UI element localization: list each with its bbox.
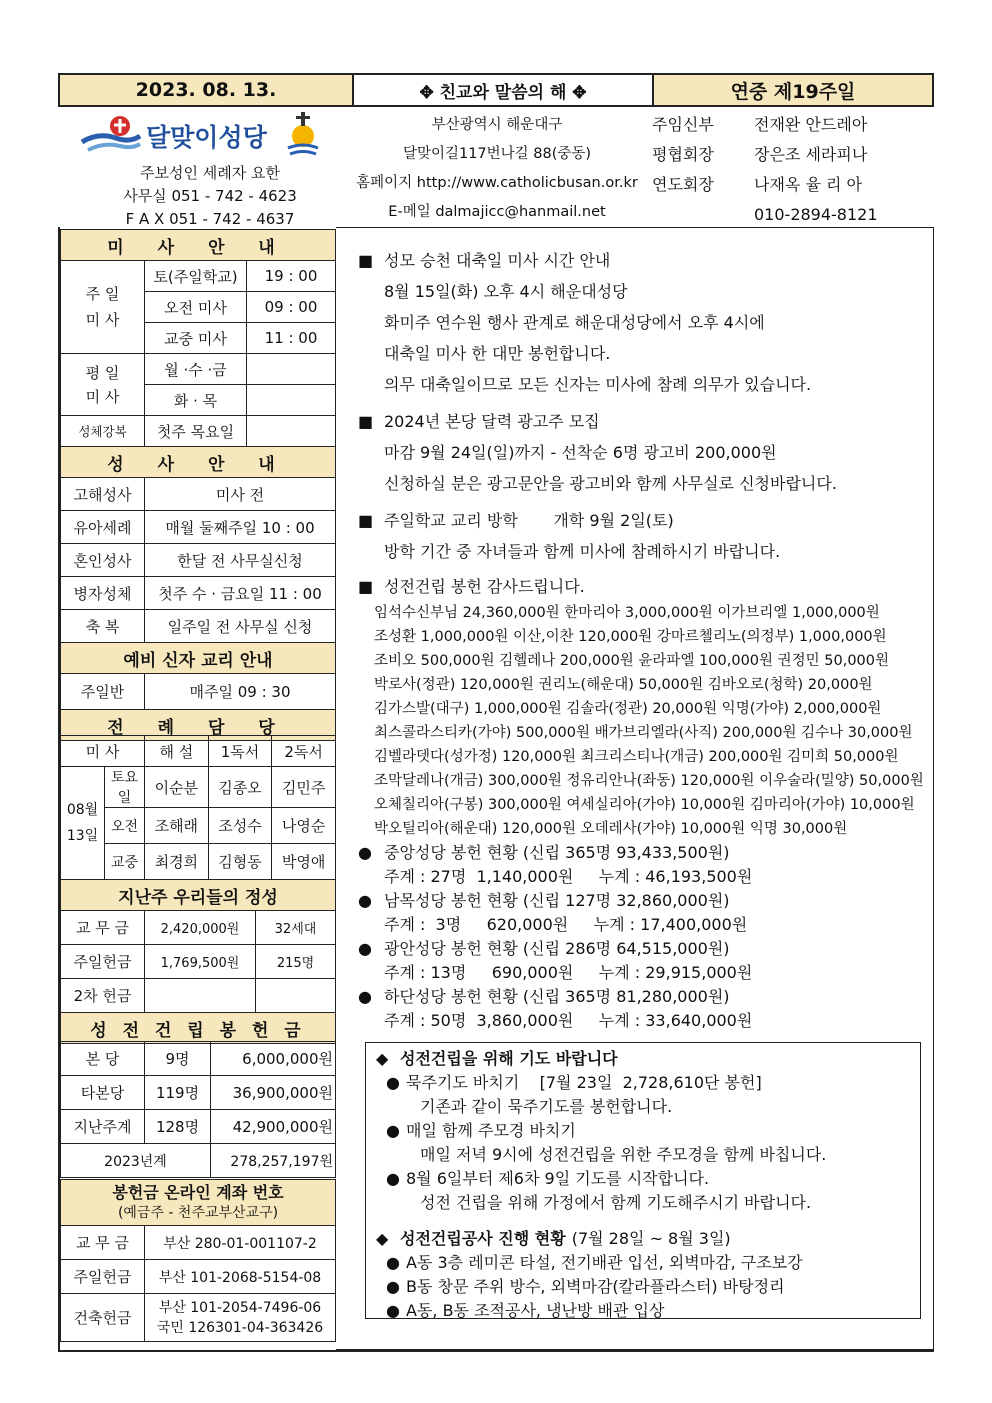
offering-table bbox=[60, 879, 336, 1044]
stat-line: 주계 : 50명 3,860,000원 누계 : 33,640,000원 bbox=[384, 1011, 753, 1030]
account-number: 부산 101-2054-7496-06 bbox=[158, 1299, 322, 1316]
building-name: 지난주계 bbox=[61, 1110, 145, 1144]
liturgy-header: 1독서 bbox=[208, 736, 272, 767]
adoration-value: 첫주 목요일 bbox=[145, 416, 247, 447]
building-year-label: 2023년계 bbox=[61, 1144, 211, 1178]
dot-bullet-icon: ● bbox=[386, 1277, 400, 1296]
building-count: 119명 bbox=[145, 1076, 211, 1110]
notice-line: 마감 9월 24일(일)까지 - 선착순 6명 광고비 200,000원 bbox=[384, 443, 777, 462]
email-link[interactable]: E-메일 dalmajicc@hanmail.net bbox=[388, 204, 606, 220]
progress-period: (7월 28일 ~ 8월 3일) bbox=[571, 1229, 731, 1248]
parish-stats bbox=[358, 841, 928, 1033]
dot-bullet-icon: ● bbox=[358, 843, 372, 862]
sacrament-value: 한달 전 사무실신청 bbox=[145, 544, 336, 577]
liturgy-header: 미 사 bbox=[61, 736, 145, 767]
donor-line: 김벨라뎃다(성가정) 120,000원 최크리스티나(개금) 200,000원 김미희 50,000원 bbox=[374, 749, 899, 765]
liturgy-mass: 교중 bbox=[105, 844, 145, 880]
commentator: 최경희 bbox=[145, 844, 209, 880]
mass-schedule-table bbox=[60, 229, 336, 478]
offering-count: 215명 bbox=[256, 945, 336, 979]
staff-row: 연도회장 나재옥 율 리 아 bbox=[652, 175, 862, 194]
parish-logo bbox=[78, 110, 328, 160]
fax-number: F A X 051 - 742 - 4637 bbox=[125, 210, 295, 228]
building-amount: 6,000,000원 bbox=[211, 1042, 336, 1076]
donor-line: 김가스발(대구) 1,000,000원 김솔라(정관) 20,000원 익명(가야) 2,000,000원 bbox=[374, 701, 882, 717]
stat-title: 중앙성당 봉헌 현황 (신립 365명 93,433,500원) bbox=[384, 843, 730, 862]
homepage-link[interactable]: 홈페이지 http://www.catholicbusan.or.kr bbox=[356, 175, 638, 191]
notice-line: 의무 대축일이므로 모든 신자는 미사에 참례 의무가 있습니다. bbox=[384, 375, 812, 394]
building-name: 타본당 bbox=[61, 1076, 145, 1110]
sacrament-title: 성 사 안 내 bbox=[61, 447, 336, 478]
donor-line: 임석수신부님 24,360,000원 한마리아 3,000,000원 이가브리엘 1,000,000원 bbox=[374, 605, 880, 621]
building-fund-table bbox=[60, 1041, 336, 1178]
donor-line: 조막달레나(개금) 300,000원 정유리안나(좌동) 120,000원 이우술라(밀양) 50,000원 bbox=[374, 773, 924, 789]
parish-name: 달맞이성당 bbox=[146, 124, 267, 152]
prayer-item-title: 8월 6일부터 제6차 9일 기도를 시작합니다. bbox=[406, 1169, 710, 1188]
mass-time: 11 : 00 bbox=[247, 323, 336, 354]
account-number: 부산 280-01-001107-2 bbox=[145, 1226, 336, 1260]
mass-name: 교중 미사 bbox=[145, 323, 247, 354]
notice-title: 주일학교 교리 방학 개학 9월 2일(토) bbox=[384, 511, 674, 530]
building-year-amount: 278,257,197원 bbox=[211, 1144, 336, 1178]
catechumen-class: 주일반 bbox=[61, 674, 145, 710]
liturgy-mass: 오전 bbox=[105, 808, 145, 844]
liturgy-date: 08월 13일 bbox=[61, 767, 105, 880]
first-reader: 김종오 bbox=[208, 767, 272, 808]
prayer-box bbox=[365, 1042, 921, 1319]
staff-row: 주임신부 전재완 안드레아 bbox=[652, 115, 868, 134]
catechumen-time: 매주일 09 : 30 bbox=[145, 674, 336, 710]
diamond-bullet-icon: ◆ bbox=[376, 1229, 389, 1248]
notice-line: 화미주 연수원 행사 관계로 해운대성당에서 오후 4시에 bbox=[384, 313, 765, 332]
offering-amount: 2,420,000원 bbox=[145, 911, 256, 945]
dot-bullet-icon: ● bbox=[386, 1169, 400, 1188]
sacrament-name: 고해성사 bbox=[61, 478, 145, 511]
dot-bullet-icon: ● bbox=[358, 939, 372, 958]
patron-saint: 주보성인 세례자 요한 bbox=[140, 164, 280, 182]
dot-bullet-icon: ● bbox=[386, 1073, 400, 1092]
liturgy-header: 해 설 bbox=[145, 736, 209, 767]
notice-title: 성모 승천 대축일 미사 시간 안내 bbox=[384, 251, 611, 270]
notice-sunday-school bbox=[358, 505, 928, 567]
prayer-item-text: 매일 저녁 9시에 성전건립을 위한 주모경을 함께 바칩니다. bbox=[420, 1145, 827, 1164]
sacrament-value: 일주일 전 사무실 신청 bbox=[145, 610, 336, 643]
notices bbox=[358, 245, 928, 1033]
building-title: 성 전 건 립 봉 헌 금 bbox=[61, 1013, 336, 1044]
building-name: 본 당 bbox=[61, 1042, 145, 1076]
progress-item: A동 3층 레미콘 타설, 전기배관 입선, 외벽마감, 구조보강 bbox=[406, 1253, 803, 1272]
account-name: 주일헌금 bbox=[61, 1260, 145, 1294]
offering-amount: 1,769,500원 bbox=[145, 945, 256, 979]
liturgy-table bbox=[60, 735, 336, 880]
mass-time: 19 : 00 bbox=[247, 261, 336, 292]
building-amount: 36,900,000원 bbox=[211, 1076, 336, 1110]
liturgy-title: 전 례 담 당 bbox=[61, 710, 336, 741]
sacrament-name: 혼인성사 bbox=[61, 544, 145, 577]
stat-line: 주계 : 3명 620,000원 누계 : 17,400,000원 bbox=[384, 915, 748, 934]
notice-assumption bbox=[358, 245, 928, 400]
stat-title: 광안성당 봉헌 현황 (신립 286명 64,515,000원) bbox=[384, 939, 730, 958]
account-number: 부산 101-2068-5154-08 bbox=[145, 1260, 336, 1294]
donor-line: 조비오 500,000원 김헬레나 200,000원 윤라파엘 100,000원 권정민 50,000원 bbox=[374, 653, 890, 669]
stat-title: 하단성당 봉헌 현황 (신립 365명 81,280,000원) bbox=[384, 987, 730, 1006]
square-bullet-icon: ■ bbox=[358, 251, 374, 270]
diamond-bullet-icon: ◆ bbox=[376, 1049, 389, 1068]
offering-title: 지난주 우리들의 정성 bbox=[61, 880, 336, 911]
mass-name: 월 ·수 ·금 bbox=[145, 354, 247, 385]
notice-title: 2024년 본당 달력 광고주 모집 bbox=[384, 412, 600, 431]
contact-phone: 010-2894-8121 bbox=[754, 205, 878, 224]
prayer-item-title: 묵주기도 바치기 [7월 23일 2,728,610단 봉헌] bbox=[406, 1073, 762, 1092]
mass-time bbox=[247, 385, 336, 416]
account-table bbox=[60, 1179, 336, 1342]
prayer-heading: 성전건립을 위해 기도 바랍니다 bbox=[400, 1049, 618, 1068]
sacrament-name: 유아세례 bbox=[61, 511, 145, 544]
mass-time: 09 : 00 bbox=[247, 292, 336, 323]
notice-line: 방학 기간 중 자녀들과 함께 미사에 참례하시기 바랍니다. bbox=[384, 542, 781, 561]
adoration-label: 성체강복 bbox=[61, 416, 145, 447]
dot-bullet-icon: ● bbox=[358, 891, 372, 910]
account-number: 국민 126301-04-363426 bbox=[156, 1319, 324, 1336]
mass-name: 오전 미사 bbox=[145, 292, 247, 323]
liturgical-week: 연중 제19주일 bbox=[654, 75, 932, 105]
notice-calendar bbox=[358, 406, 928, 499]
square-bullet-icon: ■ bbox=[358, 511, 374, 530]
progress-item: B동 창문 주위 방수, 외벽마감(칼라플라스터) 바탕정리 bbox=[406, 1277, 785, 1296]
mass-name: 화 · 목 bbox=[145, 385, 247, 416]
mass-time bbox=[247, 354, 336, 385]
account-title: 봉헌금 온라인 계좌 번호 bbox=[112, 1182, 284, 1202]
liturgy-mass: 토요일 bbox=[105, 767, 145, 808]
commentator: 이순분 bbox=[145, 767, 209, 808]
first-reader: 김형동 bbox=[208, 844, 272, 880]
offering-name: 주일헌금 bbox=[61, 945, 145, 979]
notice-donation-thanks bbox=[358, 573, 928, 841]
square-bullet-icon: ■ bbox=[358, 412, 374, 431]
square-bullet-icon: ■ bbox=[358, 577, 374, 596]
progress-item: A동, B동 조적공사, 냉난방 배관 입상 bbox=[406, 1301, 665, 1320]
donor-line: 조성환 1,000,000원 이산,이찬 120,000원 강마르첼리노(의정부) 1,000,000원 bbox=[374, 629, 887, 645]
prayer-item-text: 성전 건립을 위해 가정에서 함께 기도해주시기 바랍니다. bbox=[420, 1193, 812, 1212]
parish-info bbox=[80, 162, 340, 231]
sacrament-value: 첫주 수 · 금요일 11 : 00 bbox=[145, 577, 336, 610]
building-amount: 42,900,000원 bbox=[211, 1110, 336, 1144]
offering-name: 교 무 금 bbox=[61, 911, 145, 945]
header-bar bbox=[58, 73, 934, 107]
bottom-border bbox=[58, 1350, 934, 1352]
stat-title: 남목성당 봉헌 현황 (신립 127명 32,860,000원) bbox=[384, 891, 730, 910]
sacrament-name: 병자성체 bbox=[61, 577, 145, 610]
parish-staff bbox=[652, 110, 912, 230]
account-name: 교 무 금 bbox=[61, 1226, 145, 1260]
notice-title: 성전건립 봉헌 감사드립니다. bbox=[384, 577, 585, 596]
donor-line: 최스콜라스티카(가야) 500,000원 배가브리엘라(사직) 200,000원 김수나 30,000원 bbox=[374, 725, 913, 741]
offering-count: 32세대 bbox=[256, 911, 336, 945]
prayer-item-text: 기존과 같이 묵주기도를 봉헌합니다. bbox=[420, 1097, 673, 1116]
dot-bullet-icon: ● bbox=[386, 1121, 400, 1140]
account-name: 건축헌금 bbox=[61, 1294, 145, 1342]
bulletin-date: 2023. 08. 13. bbox=[60, 75, 354, 105]
second-reader: 김민주 bbox=[272, 767, 336, 808]
stat-line: 주계 : 13명 690,000원 누계 : 29,915,000원 bbox=[384, 963, 753, 982]
notice-line: 신청하실 분은 광고문안을 광고비와 함께 사무실로 신청바랍니다. bbox=[384, 474, 837, 493]
office-phone: 사무실 051 - 742 - 4623 bbox=[123, 187, 297, 205]
donor-list bbox=[358, 601, 928, 841]
donor-line: 오체칠리아(구봉) 300,000원 여세실리아(가야) 10,000원 김마리아(가야) 10,000원 bbox=[374, 797, 915, 813]
sacrament-table bbox=[60, 477, 336, 741]
offering-amount bbox=[145, 979, 256, 1013]
building-count: 9명 bbox=[145, 1042, 211, 1076]
dot-bullet-icon: ● bbox=[386, 1301, 400, 1320]
notice-line: 대축일 미사 한 대만 봉헌합니다. bbox=[384, 344, 611, 363]
weekday-mass-label: 평 일 미 사 bbox=[61, 354, 145, 416]
sacrament-value: 매월 둘째주일 10 : 00 bbox=[145, 511, 336, 544]
dot-bullet-icon: ● bbox=[358, 987, 372, 1006]
catechumen-title: 예비 신자 교리 안내 bbox=[61, 643, 336, 674]
second-reader: 박영애 bbox=[272, 844, 336, 880]
donor-line: 박로사(정관) 120,000원 권리노(해운대) 50,000원 김바오로(청학) 20,000원 bbox=[374, 677, 873, 693]
dot-bullet-icon: ● bbox=[386, 1253, 400, 1272]
mass-title: 미 사 안 내 bbox=[61, 230, 336, 261]
progress-heading: 성전건립공사 진행 현황 bbox=[400, 1229, 566, 1248]
account-holder: (예금주 - 천주교부산교구) bbox=[117, 1204, 279, 1221]
mass-name: 토(주일학교) bbox=[145, 261, 247, 292]
donor-line: 박오틸리아(해운대) 120,000원 오데레사(가야) 10,000원 익명 30,000원 bbox=[374, 821, 848, 837]
sunday-mass-label: 주 일 미 사 bbox=[61, 261, 145, 354]
parish-address bbox=[352, 111, 642, 227]
liturgy-header: 2독서 bbox=[272, 736, 336, 767]
stat-line: 주계 : 27명 1,140,000원 누계 : 46,193,500원 bbox=[384, 867, 753, 886]
second-reader: 나영순 bbox=[272, 808, 336, 844]
staff-row: 평협회장 장은조 세라피나 bbox=[652, 145, 868, 164]
prayer-item-title: 매일 함께 주모경 바치기 bbox=[406, 1121, 576, 1140]
sacrament-value: 미사 전 bbox=[145, 478, 336, 511]
address-line-2: 달맞이길117번나길 88(중동) bbox=[402, 146, 592, 162]
year-motto: ✥ 친교와 말씀의 해 ✥ bbox=[354, 75, 654, 105]
building-count: 128명 bbox=[145, 1110, 211, 1144]
account-title-cell bbox=[61, 1180, 336, 1226]
sacrament-name: 축 복 bbox=[61, 610, 145, 643]
first-reader: 조성수 bbox=[208, 808, 272, 844]
offering-name: 2차 헌금 bbox=[61, 979, 145, 1013]
notice-line: 8월 15일(화) 오후 4시 해운대성당 bbox=[384, 282, 628, 301]
commentator: 조해래 bbox=[145, 808, 209, 844]
address-line-1: 부산광역시 해운대구 bbox=[431, 117, 563, 133]
offering-count bbox=[256, 979, 336, 1013]
account-number-pair bbox=[145, 1294, 336, 1342]
